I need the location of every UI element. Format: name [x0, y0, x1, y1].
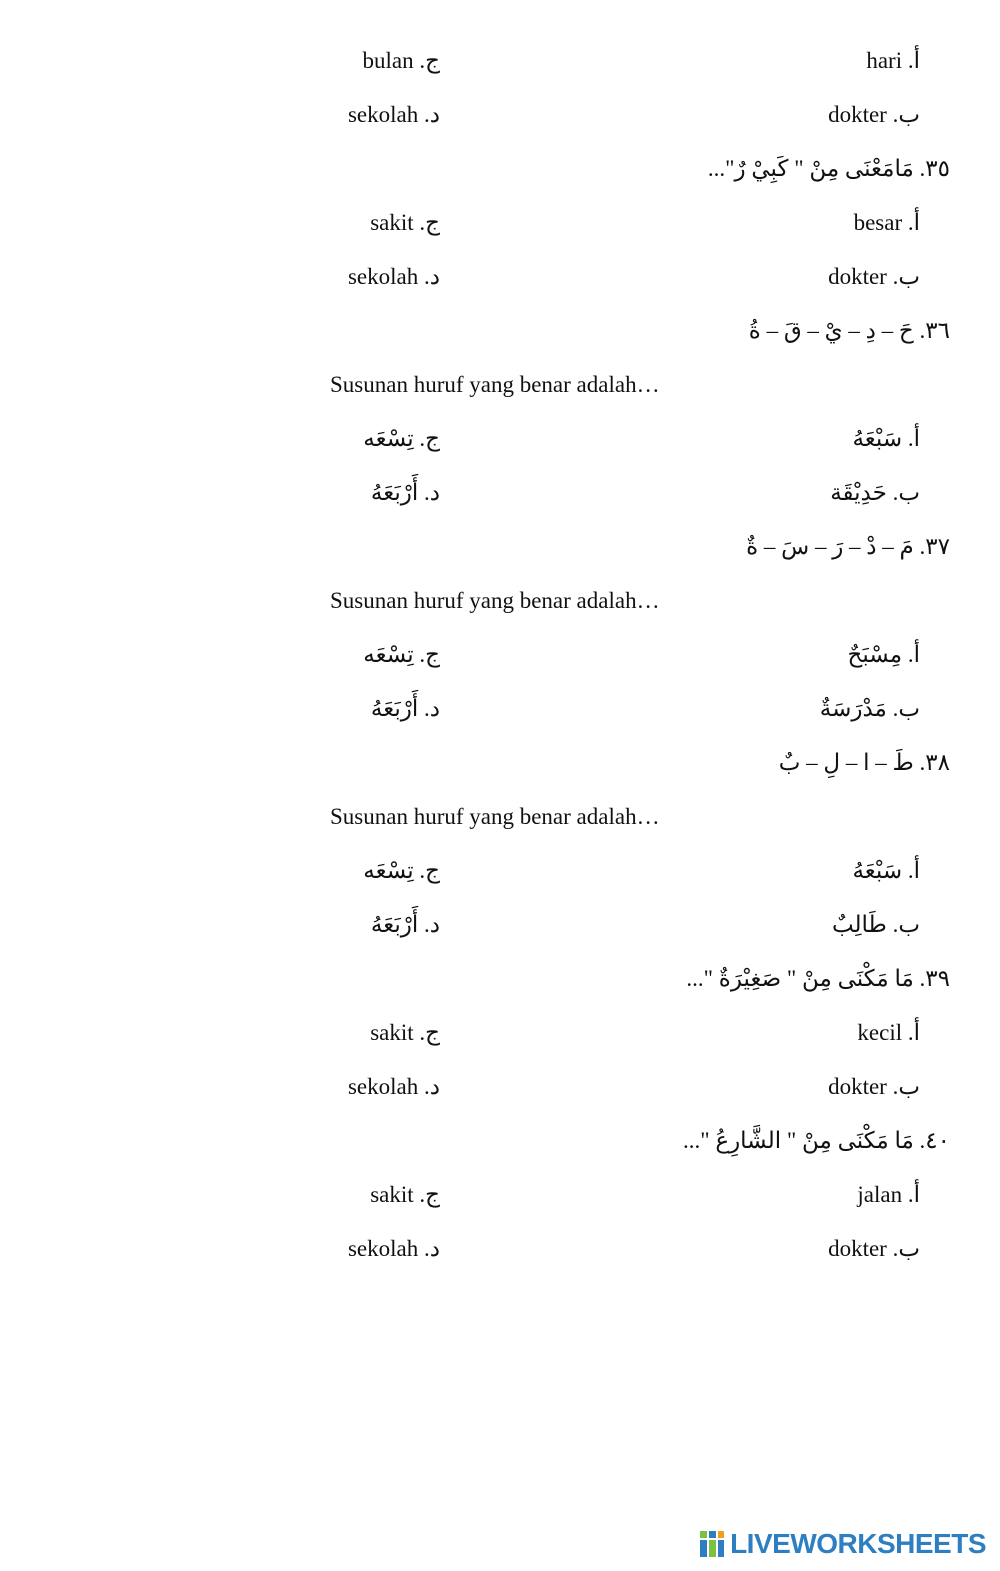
q34-option-c: ج. bulan	[362, 48, 440, 73]
q38-option-d: د. أَرْبَعَهُ	[370, 912, 440, 937]
q38-instruction: Susunan huruf yang benar adalah…	[330, 804, 660, 829]
q36-option-c: ج. تِسْعَه	[363, 426, 440, 451]
q40-option-d: د. sekolah	[347, 1236, 440, 1261]
q39-option-b: ب. dokter	[828, 1074, 920, 1099]
q35-question: ٣٥. مَامَعْنَى مِنْ " كَبِيْ رٌ"...	[707, 156, 950, 181]
liveworksheets-logo-icon	[700, 1531, 724, 1557]
q38-question: ٣٨. طَ – ا – لِ – بٌ	[778, 750, 950, 775]
q38-option-a: أ. سَبْعَهُ	[852, 858, 920, 883]
liveworksheets-brand	[700, 1529, 986, 1559]
q37-question: ٣٧. مَ – دْ – رَ – سَ – ةٌ	[746, 534, 950, 559]
q40-option-a: أ. jalan	[857, 1182, 920, 1207]
q35-option-a: أ. besar	[853, 210, 920, 235]
q34-option-d: د. sekolah	[347, 102, 440, 127]
q40-option-c: ج. sakit	[370, 1182, 440, 1207]
q40-question: ٤٠. مَا مَكْنَى مِنْ " الشَّارِعُ "...	[682, 1128, 950, 1153]
q37-option-c: ج. تِسْعَه	[363, 642, 440, 667]
q37-option-b: ب. مَدْرَسَةٌ	[819, 696, 920, 721]
q35-option-b: ب. dokter	[828, 264, 920, 289]
q39-option-c: ج. sakit	[370, 1020, 440, 1045]
q37-instruction: Susunan huruf yang benar adalah…	[330, 588, 660, 613]
q36-option-d: د. أَرْبَعَهُ	[370, 480, 440, 505]
q39-option-a: أ. kecil	[857, 1020, 920, 1045]
q34-option-a: أ. hari	[866, 48, 920, 73]
q38-option-c: ج. تِسْعَه	[363, 858, 440, 883]
q38-option-b: ب. طَالِبٌ	[831, 912, 920, 937]
q37-option-d: د. أَرْبَعَهُ	[370, 696, 440, 721]
liveworksheets-wordmark: LIVEWORKSHEETS	[730, 1528, 986, 1559]
q34-option-b: ب. dokter	[828, 102, 920, 127]
q39-question: ٣٩. مَا مَكْنَى مِنْ " صَغِيْرَةٌ "...	[686, 966, 950, 991]
q36-question: ٣٦. حَ – دِ – يْ – قَ – ةُ	[748, 318, 950, 343]
q36-option-b: ب. حَدِيْقَة	[830, 480, 920, 505]
q39-option-d: د. sekolah	[347, 1074, 440, 1099]
q36-instruction: Susunan huruf yang benar adalah…	[330, 372, 660, 397]
q35-option-d: د. sekolah	[347, 264, 440, 289]
q35-option-c: ج. sakit	[370, 210, 440, 235]
q36-option-a: أ. سَبْعَهُ	[852, 426, 920, 451]
q40-option-b: ب. dokter	[828, 1236, 920, 1261]
q37-option-a: أ. مِسْبَحٌ	[847, 642, 920, 667]
